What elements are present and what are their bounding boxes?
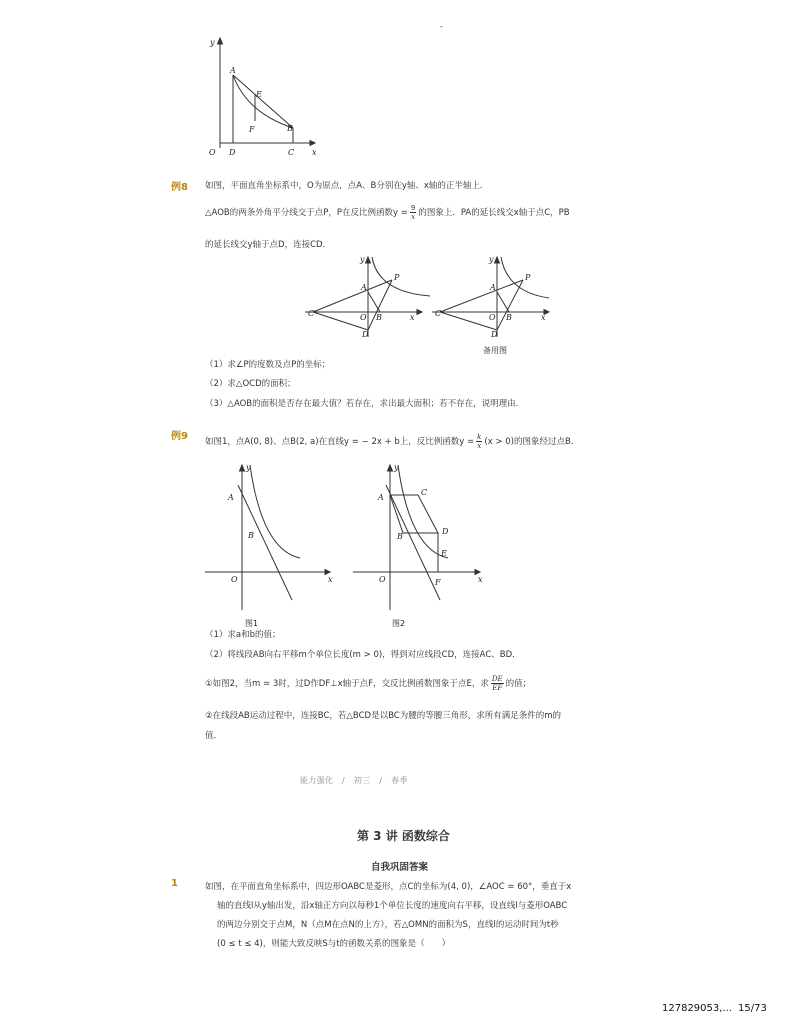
- lesson-subtitle: 自我巩固答案: [371, 862, 429, 873]
- fig9b-label-b: B: [397, 532, 403, 541]
- fig8b-label-x: x: [541, 313, 546, 322]
- fig9a-hyperbola: [250, 465, 300, 558]
- figure-example-8: [300, 252, 550, 360]
- fig9b-label-x: x: [478, 575, 483, 584]
- breadcrumb-separator: /: [342, 776, 346, 785]
- figure-8-backup: [432, 255, 549, 355]
- fig9b-label-e: E: [441, 549, 447, 558]
- figure-9-caption-1: 图1: [245, 619, 259, 628]
- fig9b-hyperbola: [398, 465, 448, 558]
- fig8b-label-d: D: [491, 330, 498, 339]
- fraction-den: x: [477, 442, 482, 450]
- breadcrumb-item-ability: 能力强化: [300, 776, 334, 785]
- y-axis-arrow: [218, 38, 223, 44]
- question-1-line4: (0 ≤ t ≤ 4)，则能大致反映S与t的函数关系的图象是（ ）: [217, 939, 451, 949]
- fig-label-a: A: [230, 66, 236, 75]
- example-9-line1: [205, 433, 579, 450]
- fig9a-label-b: B: [248, 531, 254, 540]
- breadcrumb-separator: /: [379, 776, 383, 785]
- fig8b-label-p: P: [525, 273, 531, 282]
- fig-label-e: E: [256, 90, 262, 99]
- fig8b-label-b: B: [506, 313, 512, 322]
- fraction-de-over-ef: [491, 675, 504, 692]
- example-9-line1-a: 如图1，点A(0, 8)、点B(2, a)在直线y = − 2x + b上，反比例函数y =: [205, 437, 475, 447]
- fig9a-label-y: y: [246, 463, 251, 472]
- example-8-line2: [205, 204, 570, 221]
- fig8-line-cp: [313, 280, 392, 312]
- example-8-line1: 如图，平面直角坐标系中，O为原点，点A、B分别在y轴、x轴的正半轴上．: [205, 181, 489, 191]
- fig8b-label-c: C: [435, 309, 442, 318]
- fig8-label-y: y: [360, 255, 365, 264]
- fraction-num: DE: [491, 675, 503, 683]
- figure-9-1: [205, 463, 333, 628]
- fig8b-line-ab: [497, 292, 509, 312]
- fig8b-label-y: y: [489, 255, 494, 264]
- fig8b-label-o: O: [489, 313, 496, 322]
- fig8-line-dp: [368, 280, 392, 330]
- fig8-y-arrow: [366, 257, 371, 263]
- fig9b-label-y: y: [394, 463, 399, 472]
- fig8-label-b: B: [376, 313, 382, 322]
- example-9-q2-1-a: ①如图2，当m = 3时，过D作DF⊥x轴于点F，交反比例函数图象于点E，求: [205, 679, 489, 689]
- fig8b-y-arrow: [495, 257, 500, 263]
- fraction-num: 9: [410, 204, 416, 212]
- example-8-q2: （2）求△OCD的面积；: [205, 379, 296, 389]
- example-8-q3: （3）△AOB的面积是否存在最大值？若存在，求出最大面积；若不存在，说明理由．: [205, 399, 525, 409]
- breadcrumb-item-grade: 初三: [353, 776, 371, 785]
- example-9-q2-2-line1: ②在线段AB运动过程中，连接BC，若△BCD是以BC为腰的等腰三角形，求所有满足条件的m的: [205, 711, 561, 721]
- fig9a-y-arrow: [240, 465, 245, 471]
- example-9-q2: （2）将线段AB向右平移m个单位长度(m > 0)，得到对应线段CD，连接AC、BD．: [205, 650, 521, 660]
- segment-ab: [233, 75, 293, 128]
- fig9b-y-arrow: [388, 465, 393, 471]
- example-9-q2-2-line2: 值．: [205, 731, 223, 741]
- fig-label-d: D: [229, 148, 236, 157]
- document-id: 127829053,...: [662, 1003, 732, 1014]
- question-1-line2: 轴的直线l从y轴出发，沿x轴正方向以每秒1个单位长度的速度向右平移，设直线l与菱形OABC: [217, 901, 568, 911]
- fig8-label-d: D: [362, 330, 369, 339]
- fig-label-c: C: [288, 148, 295, 157]
- x-axis-arrow: [310, 141, 315, 146]
- fig8-label-x: x: [410, 313, 415, 322]
- fig9b-label-o: O: [379, 575, 386, 584]
- figure-9-2: [353, 463, 483, 628]
- example-9-label: 例9: [171, 431, 188, 442]
- question-1-number: 1: [171, 878, 178, 889]
- fig9a-label-a: A: [228, 493, 234, 502]
- fig8-label-a: A: [361, 283, 367, 292]
- fig-label-x: x: [312, 148, 317, 157]
- example-8-line2-a: △AOB的两条外角平分线交于点P，P在反比例函数y =: [205, 208, 408, 218]
- breadcrumb: [300, 775, 408, 786]
- example-8-q1: （1）求∠P的度数及点P的坐标；: [205, 360, 331, 370]
- fig8b-label-a: A: [490, 283, 496, 292]
- example-8-line2-b: 的图象上．PA的延长线交x轴于点C，PB: [418, 208, 570, 218]
- fig8b-line-dp: [497, 280, 523, 330]
- fraction-num: k: [477, 433, 482, 441]
- fig9b-line: [386, 485, 440, 600]
- question-1-line3: 的两边分别交于点M，N（点M在点N的上方），若△OMN的面积为S，直线l的运动时间为t秒: [217, 920, 559, 930]
- fig8-line-ab: [368, 292, 380, 312]
- fig9b-label-f: F: [435, 578, 441, 587]
- fraction-9-over-x: [410, 204, 416, 221]
- fig9b-label-d: D: [442, 527, 449, 536]
- page-number: 15/73: [738, 1003, 767, 1014]
- fig9a-label-o: O: [231, 575, 238, 584]
- fraction-den: EF: [492, 684, 503, 692]
- header-mark: -: [440, 22, 443, 31]
- figure-8-main: [305, 255, 430, 339]
- fig9a-line: [238, 485, 292, 600]
- example-9-line1-b: (x > 0)的图象经过点B．: [484, 437, 580, 447]
- fig9a-label-x: x: [328, 575, 333, 584]
- fraction-k-over-x: [476, 433, 482, 450]
- question-1-line1: 如图，在平面直角坐标系中，四边形OABC是菱形，点C的坐标为(4, 0)，∠AOC = 60°，垂直于x: [205, 882, 572, 892]
- fig8-label-p: P: [394, 273, 400, 282]
- fig9b-label-a: A: [378, 493, 384, 502]
- fig9b-label-c: C: [421, 488, 428, 497]
- example-9-q1: （1）求a和b的值；: [205, 630, 281, 640]
- breadcrumb-item-season: 春季: [391, 776, 408, 785]
- example-9-q2-1-b: 的值；: [505, 679, 532, 689]
- lesson-title: 第 3 讲 函数综合: [357, 829, 450, 843]
- fig-label-b: B: [287, 124, 293, 133]
- fig8b-line-cp: [440, 280, 523, 312]
- fig9b-parallelogram: [390, 495, 438, 533]
- example-9-q2-1: [205, 675, 531, 692]
- fig8-hyperbola: [372, 257, 430, 296]
- fig-label-y: y: [210, 38, 215, 47]
- fraction-den: x: [411, 213, 416, 221]
- fig-label-f: F: [249, 125, 255, 134]
- fig9a-x-arrow: [325, 570, 330, 575]
- fig8-label-c: C: [308, 309, 315, 318]
- fig8-label-o: O: [360, 313, 367, 322]
- fig8-x-arrow: [417, 310, 422, 315]
- figure-example-9: [200, 460, 500, 630]
- fig-label-o: O: [209, 148, 216, 157]
- backup-figure-caption: 备用图: [483, 346, 507, 355]
- figure-top: [195, 33, 330, 163]
- example-8-line3: 的延长线交y轴于点D，连接CD．: [205, 240, 332, 250]
- fig9b-x-arrow: [475, 570, 480, 575]
- figure-9-caption-2: 图2: [392, 619, 406, 628]
- example-8-label: 例8: [171, 182, 188, 193]
